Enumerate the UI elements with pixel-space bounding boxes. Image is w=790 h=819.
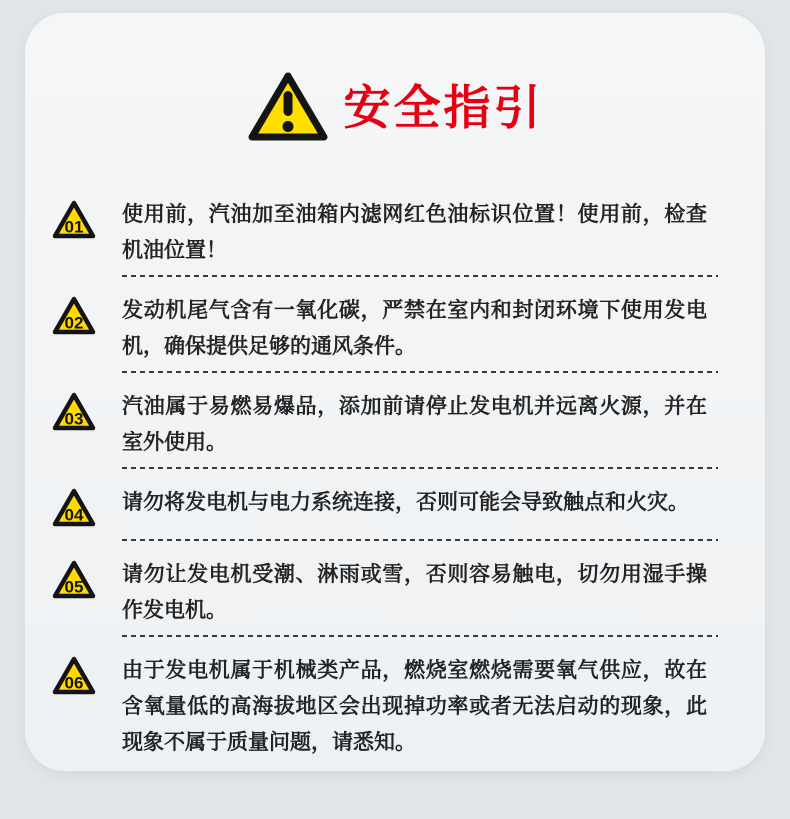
item-text: 由于发电机属于机械类产品，燃烧室燃烧需要氧气供应，故在含氧量低的高海拔地区会出现掉功率或者无法启动的现象，此现象不属于质量问题，请悉知。: [122, 659, 707, 754]
item-number: 06: [64, 673, 84, 693]
safety-item: [52, 485, 765, 533]
safety-item: [52, 389, 765, 461]
warning-triangle-icon: [247, 70, 329, 144]
item-number: 01: [64, 217, 84, 237]
safety-item: [52, 293, 765, 365]
exclamation-bar: [283, 91, 292, 116]
safety-item: [52, 557, 765, 629]
item-text: 请勿将发电机与电力系统连接，否则可能会导致触点和火灾。: [122, 491, 689, 514]
item-number-triangle-icon: [52, 389, 96, 437]
item-number-triangle-icon: [52, 557, 96, 605]
exclamation-dot: [282, 121, 293, 132]
dashed-divider: [122, 371, 718, 373]
safety-list: [25, 197, 765, 761]
item-number: 03: [64, 409, 84, 429]
header: [25, 13, 765, 144]
dashed-divider: [122, 635, 718, 637]
item-text: 请勿让发电机受潮、淋雨或雪，否则容易触电，切勿用湿手操作发电机。: [122, 563, 707, 622]
dashed-divider: [122, 539, 718, 541]
item-number: 04: [64, 505, 84, 525]
safety-item: [52, 653, 765, 761]
safety-item: [52, 197, 765, 269]
safety-guide-card: [25, 13, 765, 771]
item-number-triangle-icon: [52, 485, 96, 533]
item-number-triangle-icon: [52, 197, 96, 245]
item-text: 汽油属于易燃易爆品，添加前请停止发电机并远离火源，并在室外使用。: [122, 395, 707, 454]
page-title: 安全指引: [343, 80, 544, 134]
item-number-triangle-icon: [52, 293, 96, 341]
dashed-divider: [122, 467, 718, 469]
item-number: 02: [64, 313, 84, 333]
item-text: 发动机尾气含有一氧化碳，严禁在室内和封闭环境下使用发电机，确保提供足够的通风条件。: [122, 299, 707, 358]
item-number: 05: [64, 577, 84, 597]
item-text: 使用前，汽油加至油箱内滤网红色油标识位置！使用前，检查机油位置！: [122, 203, 707, 262]
item-number-triangle-icon: [52, 653, 96, 701]
dashed-divider: [122, 275, 718, 277]
